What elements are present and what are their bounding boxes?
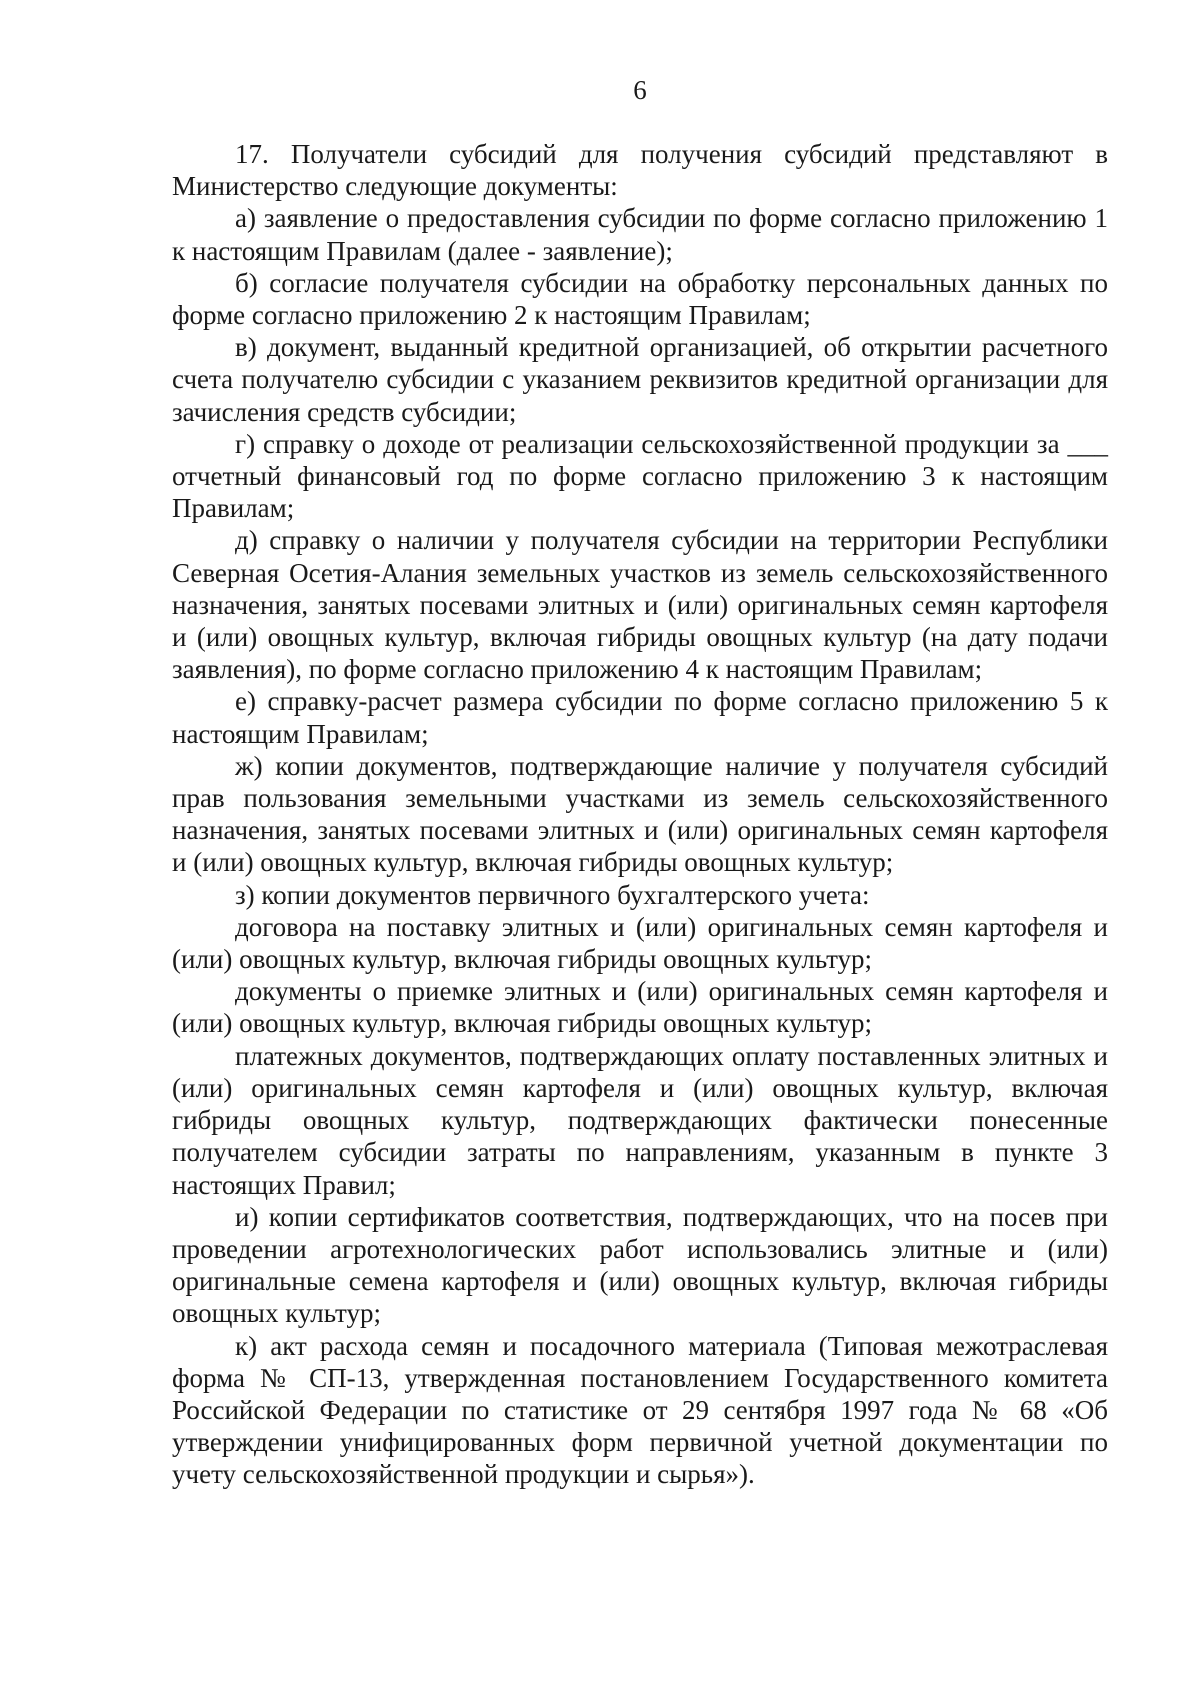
paragraph-e: е) справку-расчет размера субсидии по форме согласно приложению 5 к настоящим Правилам; bbox=[172, 686, 1108, 749]
paragraph-v: в) документ, выданный кредитной организацией, об открытии расчетного счета получателю субсидии с указанием реквизитов кредитной организации для зачисления средств субсидии; bbox=[172, 332, 1108, 427]
paragraph-a: а) заявление о предоставления субсидии по форме согласно приложению 1 к настоящим Правилам (далее - заявление); bbox=[172, 203, 1108, 266]
paragraph-b: б) согласие получателя субсидии на обработку персональных данных по форме согласно приложению 2 к настоящим Правилам; bbox=[172, 267, 1108, 331]
paragraph-i: и) копии сертификатов соответствия, подтверждающих, что на посев при проведении агротехнологических работ использовались элитные и (или) оригинальные семена картофеля и (или) овощных культур, включая гибриды овощных культур; bbox=[172, 1201, 1108, 1329]
paragraph-z: з) копии документов первичного бухгалтерского учета: bbox=[235, 879, 870, 910]
paragraph-k: к) акт расхода семян и посадочного материала (Типовая межотраслевая форма № СП-13, утвержденная постановлением Государственного комитета Российской Федерации по статистике от 29 сентября 1997 года № 68 «Об утверждении унифицированных форм первичной учетной документации по учету сельскохозяйственной продукции и сырья»). bbox=[172, 1330, 1108, 1490]
paragraph-zh: ж) копии документов, подтверждающие наличие у получателя субсидий прав пользования земельными участками из земель сельскохозяйственного назначения, занятых посевами элитных и (или) оригинальных семян картофеля и (или) овощных культур, включая гибриды овощных культур; bbox=[172, 750, 1108, 878]
paragraph-z-payments: платежных документов, подтверждающих оплату поставленных элитных и (или) оригинальных семян картофеля и (или) овощных культур, включая гибриды овощных культур, подтверждающих фактически понесенные получателем субсидии затраты по направлениям, указанным в пункте 3 настоящих Правил; bbox=[172, 1040, 1108, 1200]
paragraph-g: г) справку о доходе от реализации сельскохозяйственной продукции за ___ отчетный финансовый год по форме согласно приложению 3 к настоящим Правилам; bbox=[172, 428, 1108, 524]
paragraph-d: д) справку о наличии у получателя субсидии на территории Республики Северная Осетия-Алания земельных участков из земель сельскохозяйственного назначения, занятых посевами элитных и (или) оригинальных семян картофеля и (или) овощных культур, включая гибриды овощных культур (на дату подачи заявления), по форме согласно приложению 4 к настоящим Правилам; bbox=[172, 525, 1108, 685]
document-body bbox=[172, 138, 1108, 1491]
paragraph-z-contracts: договора на поставку элитных и (или) оригинальных семян картофеля и (или) овощных культур, включая гибриды овощных культур; bbox=[172, 911, 1108, 975]
paragraph-z-acceptance: документы о приемке элитных и (или) оригинальных семян картофеля и (или) овощных культур, включая гибриды овощных культур; bbox=[172, 976, 1108, 1039]
page-number: 6 bbox=[633, 75, 647, 105]
paragraph-17: 17. Получатели субсидий для получения субсидий представляют в Министерство следующие документы: bbox=[172, 139, 1108, 202]
